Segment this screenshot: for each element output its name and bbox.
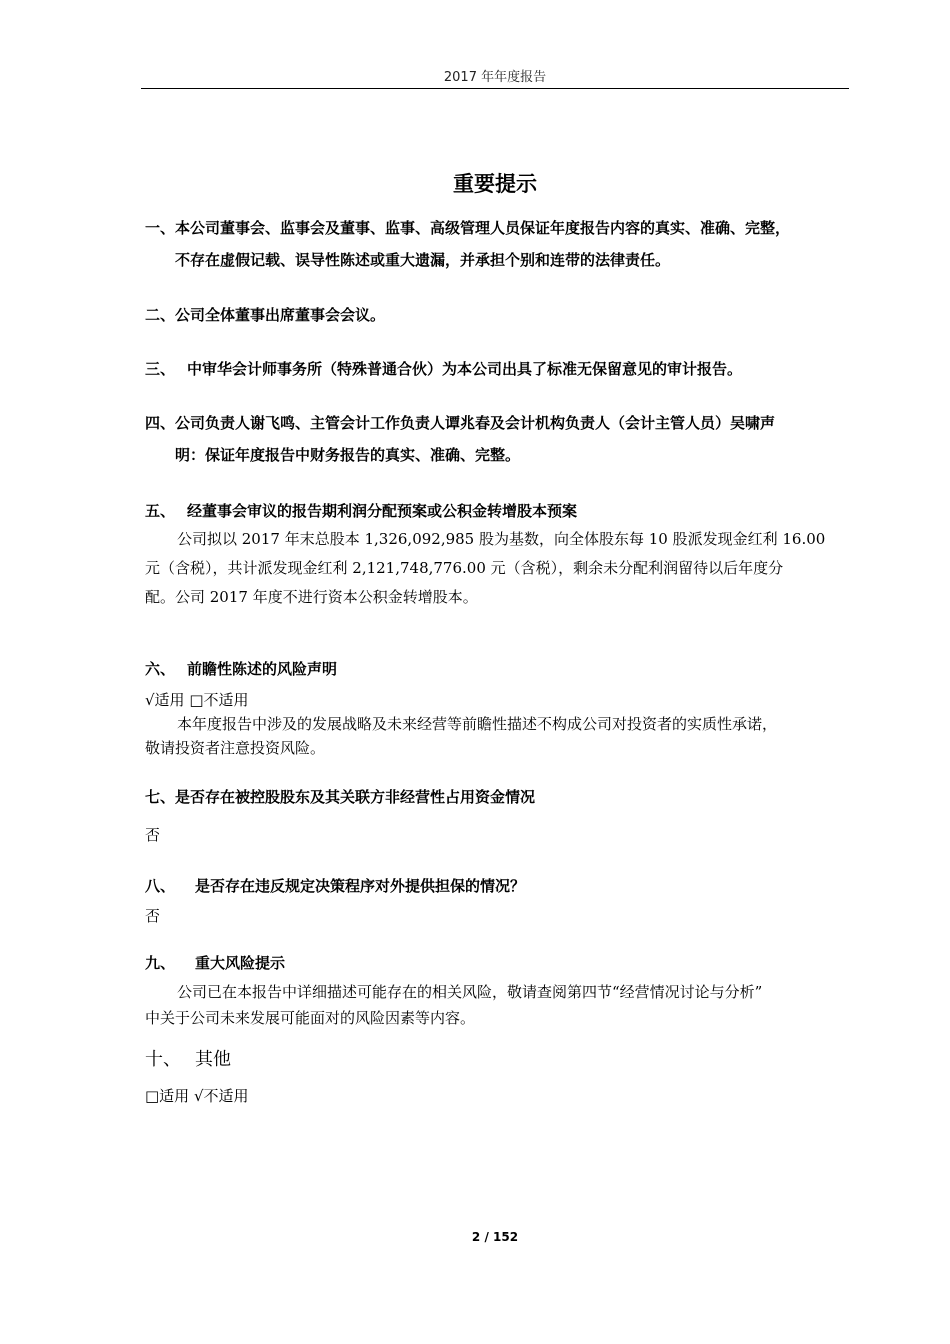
item-9-number: 九、 (145, 954, 176, 972)
item-8-heading: 是否存在违反规定决策程序对外提供担保的情况？ (195, 877, 526, 895)
item-9-para-line2: 中关于公司未来发展可能面对的风险因素等内容。 (145, 1009, 476, 1027)
item-1 (145, 214, 853, 274)
page-number: 2 / 152 (471, 1230, 519, 1244)
item-3-number: 三、 (145, 360, 176, 378)
item-6-para-line1: 本年度报告中涉及的发展战略及未来经营等前瞻性描述不构成公司对投资者的实质性承诺， (177, 715, 778, 733)
item-10-heading: 其他 (195, 1049, 231, 1070)
item-7 (145, 783, 853, 850)
item-5-para-line1: 公司拟以 2017 年末总股本 1,326,092,985 股为基数，向全体股东每 10 股派发现金红利 16.00 (177, 530, 826, 548)
item-6 (145, 655, 853, 760)
item-8-answer: 否 (145, 907, 161, 925)
item-4-text-line1: 公司负责人谢飞鸣、主管会计工作负责人谭兆春及会计机构负责人（会计主管人员）吴啸声 (175, 414, 776, 432)
item-4-text-line2: 明：保证年度报告中财务报告的真实、准确、完整。 (175, 446, 521, 464)
item-6-number: 六、 (145, 660, 176, 678)
item-6-para-line2: 敬请投资者注意投资风险。 (145, 739, 326, 757)
item-5 (145, 497, 853, 612)
page-title: 重要提示 (453, 172, 537, 196)
page-header: 2017 年年度报告 (443, 70, 547, 85)
item-4-number: 四、 (145, 414, 176, 432)
item-5-para-line2: 元（含税），共计派发现金红利 2,121,748,776.00 元（含税），剩余未分配利润留待以后年度分 (145, 559, 784, 577)
item-3 (145, 355, 853, 383)
item-9-heading: 重大风险提示 (195, 954, 286, 972)
item-1-number: 一、 (145, 219, 176, 237)
item-10 (145, 1046, 853, 1111)
item-5-heading: 经董事会审议的报告期利润分配预案或公积金转增股本预案 (187, 502, 578, 520)
item-8 (145, 872, 853, 931)
header-divider (141, 88, 849, 89)
item-10-number: 十、 (145, 1049, 181, 1070)
item-3-text: 中审华会计师事务所（特殊普通合伙）为本公司出具了标准无保留意见的审计报告。 (187, 360, 743, 378)
item-7-number: 七、 (145, 788, 176, 806)
item-2-number: 二、 (145, 306, 176, 324)
item-6-heading: 前瞻性陈述的风险声明 (187, 660, 338, 678)
item-7-answer: 否 (145, 826, 161, 844)
item-7-heading: 是否存在被控股股东及其关联方非经营性占用资金情况 (175, 788, 536, 806)
item-2 (145, 301, 853, 329)
item-1-text-line2: 不存在虚假记载、误导性陈述或重大遗漏，并承担个别和连带的法律责任。 (175, 251, 671, 269)
item-10-options: □适用 √不适用 (145, 1087, 249, 1105)
item-5-number: 五、 (145, 502, 176, 520)
item-8-number: 八、 (145, 877, 176, 895)
item-9 (145, 949, 853, 1031)
item-4 (145, 409, 853, 469)
item-5-para-line3: 配。公司 2017 年度不进行资本公积金转增股本。 (145, 588, 478, 606)
item-1-text-line1: 本公司董事会、监事会及董事、监事、高级管理人员保证年度报告内容的真实、准确、完整， (175, 219, 791, 237)
item-2-text: 公司全体董事出席董事会会议。 (175, 306, 386, 324)
item-9-para-line1: 公司已在本报告中详细描述可能存在的相关风险，敬请查阅第四节“经营情况讨论与分析” (177, 983, 763, 1001)
item-6-options: √适用 □不适用 (145, 691, 249, 709)
